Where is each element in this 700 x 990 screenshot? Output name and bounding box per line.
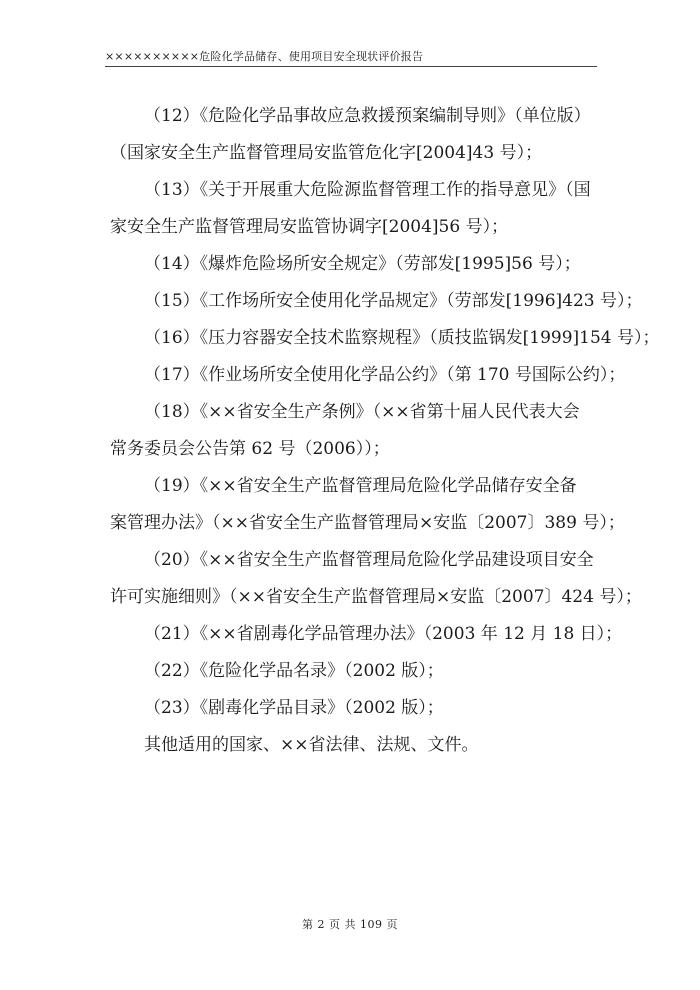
reference-line-16: （16）《压力容器安全技术监察规程》（质技监锅发[1999]154 号）；	[144, 328, 660, 348]
reference-line-18a: （18）《××省安全生产条例》（××省第十届人民代表大会	[144, 402, 580, 422]
reference-line-14: （14）《爆炸危险场所安全规定》（劳部发[1995]56 号）；	[144, 254, 581, 274]
reference-line-22: （22）《危险化学品名录》（2002 版）；	[144, 661, 444, 681]
reference-line-20b: 许可实施细则》（××省安全生产监督管理局×安监〔2007〕424 号）；	[110, 587, 642, 607]
closing-statement: 其他适用的国家、××省法律、法规、文件。	[144, 735, 479, 755]
reference-line-13a: （13）《关于开展重大危险源监督管理工作的指导意见》（国	[144, 180, 591, 200]
reference-line-18b: 常务委员会公告第 62 号（2006））；	[110, 439, 390, 459]
reference-line-12a: （12）《危险化学品事故应急救援预案编制导则》（单位版）	[144, 106, 591, 126]
reference-line-15: （15）《工作场所安全使用化学品规定》（劳部发[1996]423 号）；	[144, 291, 643, 311]
reference-line-21: （21）《××省剧毒化学品管理办法》（2003 年 12 月 18 日）；	[144, 624, 623, 644]
document-body	[110, 98, 660, 764]
reference-line-17: （17）《作业场所安全使用化学品公约》（第 170 号国际公约）；	[144, 365, 626, 385]
reference-line-20a: （20）《××省安全生产监督管理局危险化学品建设项目安全	[144, 550, 594, 570]
page-number-footer: 第 2 页 共 109 页	[302, 918, 398, 931]
reference-line-19a: （19）《××省安全生产监督管理局危险化学品储存安全备	[144, 476, 577, 496]
reference-line-12b: （国家安全生产监督管理局安监管危化字[2004]43 号）；	[110, 143, 543, 163]
reference-line-23: （23）《剧毒化学品目录》（2002 版）；	[144, 698, 444, 718]
reference-line-13b: 家安全生产监督管理局安监管协调字[2004]56 号）；	[110, 217, 509, 237]
header-divider	[105, 66, 597, 67]
page-header: ××××××××××危险化学品储存、使用项目安全现状评价报告	[105, 50, 424, 63]
reference-line-19b: 案管理办法》（××省安全生产监督管理局×安监〔2007〕389 号）；	[110, 513, 625, 533]
